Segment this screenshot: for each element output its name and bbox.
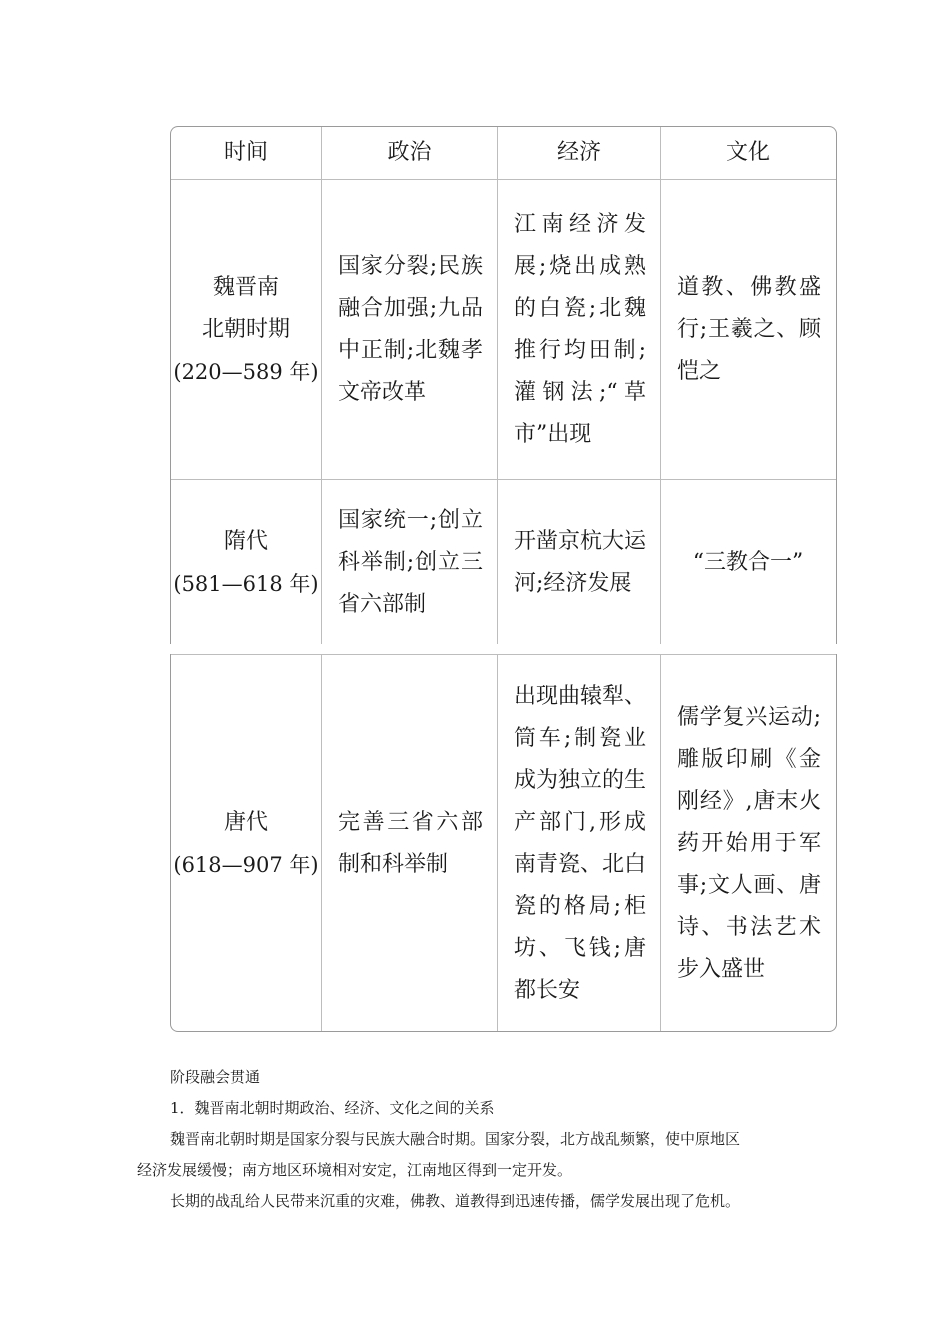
economy-cell <box>497 480 660 644</box>
period-years: (581—618 年) <box>173 571 319 596</box>
culture-cell <box>660 180 835 479</box>
section-title: 阶段融会贯通 <box>170 1068 261 1086</box>
economy-text: 出现曲辕犁、筒车;制瓷业成为独立的生产部门,形成南青瓷、北白瓷的格局;柜坊、飞钱;唐都长安 <box>514 683 647 1003</box>
period-cell <box>171 655 321 1032</box>
politics-text: 完善三省六部制和科举制 <box>338 809 483 877</box>
table-row <box>171 654 836 1032</box>
item-title: 1．魏晋南北朝时期政治、经济、文化之间的关系 <box>170 1099 495 1117</box>
header-economy: 经济 <box>497 127 660 179</box>
politics-text: 国家统一;创立科举制;创立三省六部制 <box>338 507 483 617</box>
politics-cell <box>321 655 497 1032</box>
paragraph-line: 长期的战乱给人民带来沉重的灾难，佛教、道教得到迅速传播，儒学发展出现了危机。 <box>170 1192 741 1210</box>
paragraph-line: 经济发展缓慢；南方地区环境相对安定，江南地区得到一定开发。 <box>137 1161 573 1179</box>
period-years: (220—589 年) <box>173 359 319 384</box>
period-cell <box>171 180 321 479</box>
culture-text: 儒学复兴运动;雕版印刷《金刚经》,唐末火药开始用于军事;文人画、唐诗、书法艺术步入盛世 <box>677 704 821 982</box>
period-name-line: 魏晋南 <box>212 274 279 300</box>
history-table <box>170 126 837 1032</box>
culture-cell <box>660 655 835 1032</box>
period-cell <box>171 480 321 644</box>
table-row <box>171 179 836 479</box>
economy-text: 江南经济发展;烧出成熟的白瓷;北魏推行均田制;灌钢法;“草市”出现 <box>514 211 646 447</box>
economy-text: 开凿京杭大运河;经济发展 <box>514 528 647 596</box>
economy-cell <box>497 655 660 1032</box>
header-time: 时间 <box>223 140 268 165</box>
period-name-line: 唐代 <box>223 809 268 835</box>
table-row <box>171 479 836 644</box>
culture-cell <box>660 480 835 644</box>
period-name-line: 北朝时期 <box>201 316 290 342</box>
table-lower-part <box>170 654 837 1032</box>
table-upper-part <box>170 126 837 644</box>
paragraph-line: 魏晋南北朝时期是国家分裂与民族大融合时期。国家分裂，北方战乱频繁，使中原地区 <box>170 1130 741 1148</box>
politics-cell <box>321 480 497 644</box>
culture-text: 道教、佛教盛行;王羲之、顾恺之 <box>677 274 821 384</box>
economy-cell <box>497 180 660 479</box>
politics-cell <box>321 180 497 479</box>
period-years: (618—907 年) <box>173 852 319 877</box>
header-politics: 政治 <box>321 127 497 179</box>
header-culture: 文化 <box>660 127 835 179</box>
culture-text: “三教合一” <box>692 549 804 575</box>
period-name-line: 隋代 <box>223 528 268 554</box>
table-header-row <box>171 127 836 179</box>
politics-text: 国家分裂;民族融合加强;九品中正制;北魏孝文帝改革 <box>338 253 483 405</box>
